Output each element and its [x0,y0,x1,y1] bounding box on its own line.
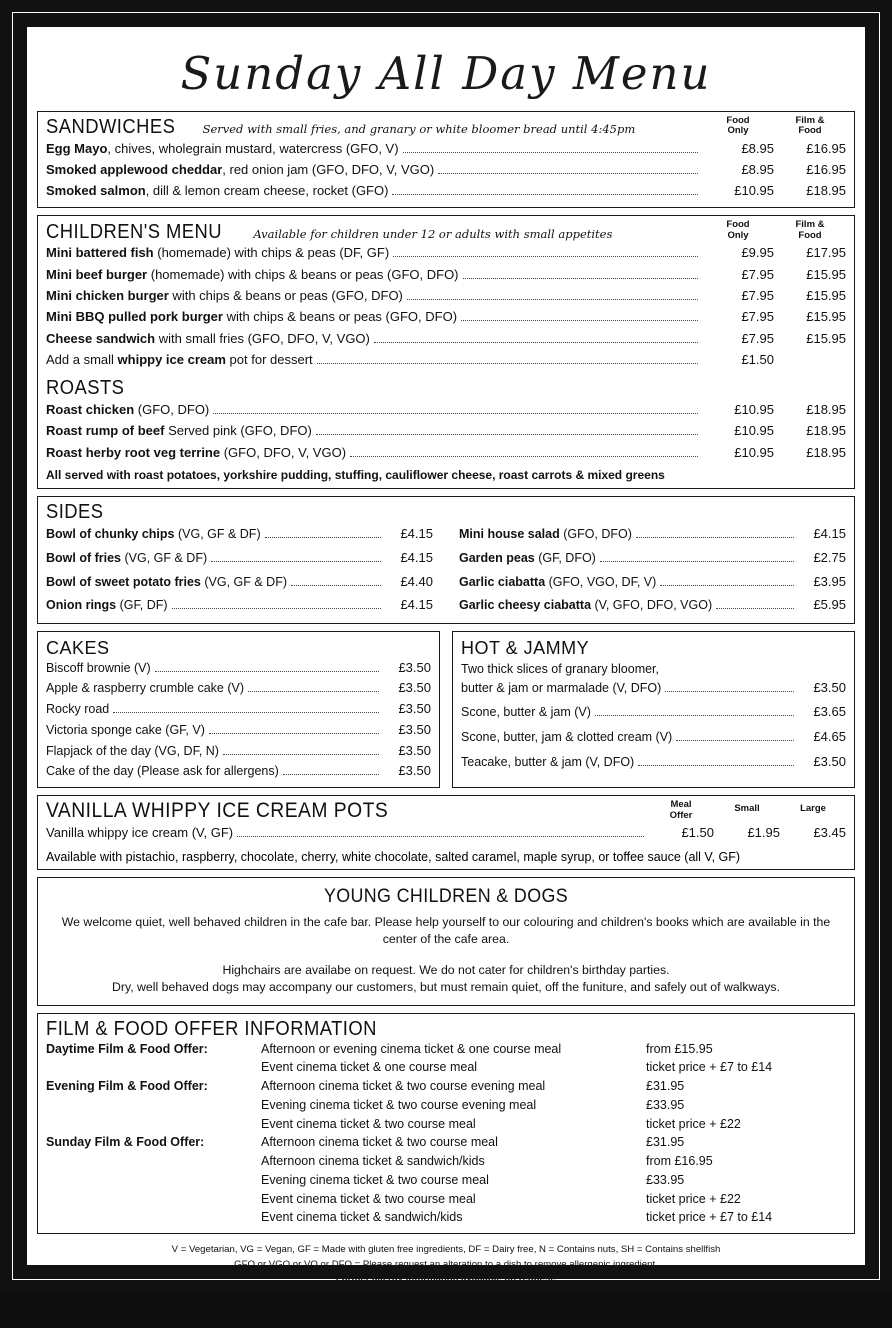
sandwiches-title: SANDWICHES [46,116,176,138]
leader-dots [172,608,381,609]
children-dogs-paragraph-2: Highchairs are availabe on request. We do not cater for children's birthday parties. [222,962,670,977]
menu-item-row [46,138,846,159]
leader-dots [265,537,381,538]
film-food-title: FILM & FOOD OFFER INFORMATION [46,1017,377,1040]
col-meal-offer-line1: Meal [670,799,692,811]
price-food-only: £10.95 [734,183,774,199]
item-name: Garlic cheesy ciabatta [459,598,592,613]
children-dogs-title: YOUNG CHILDREN & DOGS [323,885,569,907]
menu-item-row [459,570,846,594]
item-name: Mini house salad [459,527,560,542]
offer-price: ticket price + £22 [646,1116,741,1131]
price-food-only: £9.95 [741,245,774,261]
price-film-food: £18.95 [806,183,846,199]
leader-dots [461,320,698,321]
price: £4.15 [400,526,433,542]
item-name: butter & jam or marmalade (V, DFO) [461,680,662,695]
item-name: Bowl of fries [46,550,122,565]
hotjammy-lead: Two thick slices of granary bloomer, [461,661,659,676]
price-food-only: £8.95 [741,161,774,177]
menu-item-row [46,546,433,570]
item-name: Biscoff brownie (V) [46,660,151,675]
price: £4.40 [400,573,433,589]
item-desc: (GFO, DFO, V, VGO) [220,444,347,460]
col-film-food-line2: Food [798,229,822,241]
offer-row [46,1171,846,1190]
col-meal-offer-line2: Offer [669,809,693,821]
menu-item-row [459,546,846,570]
section-cakes-hotjammy [37,631,855,789]
item-desc: (VG, GF & DF) [200,574,287,589]
menu-item-row [46,159,846,180]
item-name: Mini chicken burger [46,288,169,304]
sides-header [46,501,846,523]
price: £3.50 [813,679,846,695]
page-title: Sunday All Day Menu [180,47,712,100]
leader-dots [660,585,794,586]
menu-item-row [461,678,846,699]
price: £3.50 [398,701,431,717]
section-childrens-and-roasts [37,215,855,488]
childrens-note: Available for children under 12 or adults with small appetites [253,226,613,241]
price-food-only: £10.95 [734,444,774,460]
price-food-only: £7.95 [741,266,774,282]
col-food-only-line1: Food [726,219,750,231]
item-name: Rocky road [46,702,110,717]
item-name: Teacake, butter & jam (V, DFO) [461,754,635,769]
menu-item-row [461,723,846,748]
price-film-food: £18.95 [806,401,846,417]
price: £3.65 [813,704,846,720]
price-food-only: £10.95 [734,401,774,417]
price: £4.15 [400,549,433,565]
item-name: Apple & raspberry crumble cake (V) [46,681,244,696]
col-food-only-line1: Food [726,114,750,126]
legend-line-1: V = Vegetarian, VG = Vegan, GF = Made with gluten free ingredients, DF = Dairy free, N = Contains nuts, SH = Contains shellfish [171,1244,721,1256]
item-name: Bowl of sweet potato fries [46,574,201,589]
sides-right-column [459,523,846,618]
col-small: Small [734,803,760,815]
children-dogs-paragraph-3: Dry, well behaved dogs may accompany our customers, but must remain quiet, off the funiture, and safely out of walkways. [111,980,780,995]
icecream-column-headers [648,800,846,822]
item-name: Roast herby root veg terrine [46,444,221,460]
menu-item-row [46,399,846,420]
offer-label [46,1208,261,1227]
price-film-food: £15.95 [806,288,846,304]
offer-label: Sunday Film & Food Offer: [46,1135,205,1150]
children-dogs-paragraph-1: We welcome quiet, well behaved children in the cafe bar. Please help yourself to our colouring and children's books which are available in the center of the cafe area. [61,914,831,947]
item-name: Egg Mayo [46,140,108,156]
item-name: Flapjack of the day (VG, DF, N) [46,743,219,758]
price: £5.95 [813,597,846,613]
hotjammy-header [461,636,846,658]
item-desc: , dill & lemon cream cheese, rocket (GFO) [145,183,389,199]
cakes-items [46,658,431,783]
item-name: Scone, butter, jam & clotted cream (V) [461,730,673,745]
icecream-footnote: Available with pistachio, raspberry, chocolate, cherry, white chocolate, salted caramel, maple syrup, or toffee sauce (all V, GF) [46,849,741,864]
leader-dots [636,537,794,538]
menu-item-row [46,658,431,679]
menu-item-row [46,570,433,594]
price-large: £3.45 [813,824,846,840]
leader-dots [463,278,698,279]
leader-dots [595,715,794,716]
menu-item-row [46,264,846,285]
price-food-only: £7.95 [741,330,774,346]
leader-dots [665,691,794,692]
childrens-title: CHILDREN'S MENU [46,220,223,243]
offer-price: from £16.95 [646,1154,713,1169]
menu-item-row [46,350,846,371]
leader-dots [213,413,698,414]
item-name: Victoria sponge cake (GF, V) [46,722,205,737]
offer-price: £31.95 [646,1079,685,1094]
item-desc: with chips & beans or peas (GFO, DFO) [168,288,403,304]
item-prefix: Add a small [46,352,118,368]
offer-row [46,1133,846,1152]
item-desc: (homemade) with chips & beans or peas (GFO, DFO) [147,266,459,282]
item-name: Mini battered fish [46,245,154,261]
price-food-only: £10.95 [734,423,774,439]
offer-row [46,1096,846,1115]
item-name: Roast rump of beef [46,423,165,439]
offer-row [46,1077,846,1096]
price-food-only: £7.95 [741,288,774,304]
offer-desc: Evening cinema ticket & two course evening meal [261,1097,537,1112]
offer-price: £33.95 [646,1172,685,1187]
col-food-only-line2: Only [727,229,749,241]
hotjammy-items [461,678,846,773]
menu-page [27,27,865,1325]
menu-item-row [461,748,846,773]
leader-dots [438,173,698,174]
cakes-header [46,636,431,658]
item-name: Mini BBQ pulled pork burger [46,309,223,325]
leader-dots [291,585,381,586]
offer-desc: Event cinema ticket & sandwich/kids [261,1210,463,1225]
price: £3.50 [398,659,431,675]
price: £4.15 [400,597,433,613]
offer-price: £31.95 [646,1135,685,1150]
price-film-food: £16.95 [806,140,846,156]
col-film-food-line1: Film & [795,114,825,126]
section-icecream [37,795,855,870]
item-desc: , red onion jam (GFO, DFO, V, VGO) [222,161,435,177]
film-food-header [46,1018,846,1040]
price-food-only: £1.50 [741,352,774,368]
item-name: Mini beef burger [46,266,148,282]
price-food-only: £7.95 [741,309,774,325]
price: £3.50 [813,753,846,769]
item-desc: (GFO, DFO) [559,527,632,542]
legend-line-2: GFO or VGO or VO or DFO = Please request an alteration to a dish to remove allergenic ingredient. [234,1258,658,1270]
price-film-food: £15.95 [806,309,846,325]
leader-dots [638,765,794,766]
item-name: Scone, butter & jam (V) [461,705,591,720]
leader-dots [407,299,698,300]
sides-title: SIDES [46,500,104,523]
leader-dots [392,194,698,195]
offer-desc: Afternoon cinema ticket & sandwich/kids [261,1154,485,1169]
leader-dots [248,691,379,692]
leader-dots [393,256,698,257]
menu-item-row [46,442,846,463]
offer-label [46,1096,261,1115]
offer-row [46,1208,846,1227]
roasts-header [46,377,846,399]
item-name: Garlic ciabatta [459,574,546,589]
item-name: Garden peas [459,550,535,565]
price-food-only: £8.95 [741,140,774,156]
roasts-title: ROASTS [46,377,125,400]
menu-item-row [46,720,431,741]
legend-line-5: However, while we do our best to reduce the risk of cross-contamination in our restaurant, we CANNOT guarantee that any of our dishes are free from allergens & therefore cannot accept [67,1301,825,1312]
item-name: Onion rings [46,598,117,613]
offer-row [46,1115,846,1134]
section-sides [37,496,855,624]
item-desc: with small fries (GFO, DFO, V, VGO) [155,330,370,346]
offer-label [46,1115,261,1134]
offer-label: Daytime Film & Food Offer: [46,1041,208,1056]
leader-dots [716,608,794,609]
sandwiches-column-headers [702,116,846,138]
leader-dots [113,712,379,713]
roasts-items [46,399,846,463]
menu-item-row [459,523,846,547]
sandwiches-items [46,138,846,202]
item-desc: (GFO, DFO) [134,401,210,417]
leader-dots [676,740,794,741]
offer-price: ticket price + £22 [646,1191,741,1206]
leader-dots [283,774,379,775]
offer-desc: Event cinema ticket & two course meal [261,1116,476,1131]
item-name: Cake of the day (Please ask for allergens) [46,764,279,779]
offer-label [46,1171,261,1190]
offer-desc: Afternoon cinema ticket & two course evening meal [261,1079,546,1094]
price: £4.15 [813,526,846,542]
hotjammy-title: HOT & JAMMY [461,637,590,658]
menu-item-row [46,741,431,762]
offer-label [46,1058,261,1077]
offer-row [46,1190,846,1209]
menu-item-row [46,307,846,328]
price-film-food: £15.95 [806,266,846,282]
item-desc: (V, GFO, DFO, VGO) [591,598,713,613]
item-name: Roast chicken [46,401,135,417]
offer-desc: Afternoon or evening cinema ticket & one course meal [261,1041,562,1056]
offer-label [46,1190,261,1209]
menu-item-row [46,421,846,442]
menu-item-row [46,594,433,618]
item-desc: pot for dessert [225,352,313,368]
col-film-food-line1: Film & [795,219,825,231]
leader-dots [237,836,644,837]
price: £3.95 [813,573,846,589]
sandwiches-note: Served with small fries, and granary or white bloomer bread until 4:45pm [202,122,636,136]
col-large: Large [800,803,826,815]
menu-item-row [46,243,846,264]
childrens-header [46,220,846,242]
price-film-food: £18.95 [806,444,846,460]
item-desc: (GFO, VGO, DF, V) [545,574,657,589]
offer-price: £33.95 [646,1097,685,1112]
col-food-only-line2: Only [727,125,749,137]
offer-desc: Event cinema ticket & two course meal [261,1191,476,1206]
item-desc: (GF, DF) [116,598,168,613]
leader-dots [403,152,698,153]
section-hot-and-jammy [452,631,855,789]
price-film-food: £15.95 [806,330,846,346]
offer-label: Evening Film & Food Offer: [46,1079,208,1094]
leader-dots [209,733,379,734]
item-name: whippy ice cream [117,352,226,368]
offer-desc: Event cinema ticket & one course meal [261,1060,478,1075]
menu-item-row [46,181,846,202]
icecream-title: VANILLA WHIPPY ICE CREAM POTS [46,799,389,823]
menu-item-row [459,594,846,618]
childrens-items [46,243,846,372]
offer-row [46,1152,846,1171]
menu-item-row [46,286,846,307]
item-name: Smoked salmon [46,183,146,199]
offer-desc: Afternoon cinema ticket & two course meal [261,1135,498,1150]
legend-line-6: any liability in this respect. Guests with severe allergies are advised to assess their own level of risk & consume dishes at their own risk. [170,1314,722,1325]
offer-row [46,1058,846,1077]
allergen-legend [37,1241,855,1328]
price-film-food: £17.95 [806,245,846,261]
offer-price: from £15.95 [646,1041,713,1056]
leader-dots [374,342,698,343]
offer-desc: Evening cinema ticket & two course meal [261,1172,489,1187]
price-film-food: £18.95 [806,423,846,439]
price: £2.75 [813,549,846,565]
price: £3.50 [398,721,431,737]
section-sandwiches [37,111,855,209]
item-desc: with chips & beans or peas (GFO, DFO) [222,309,458,325]
section-cakes [37,631,440,789]
offer-price: ticket price + £7 to £14 [646,1210,773,1225]
menu-item-row [461,698,846,723]
item-name: Smoked applewood cheddar [46,161,223,177]
item-desc: (VG, GF & DF) [121,550,208,565]
item-desc: (GF, DFO) [534,550,596,565]
film-food-rows [46,1040,846,1228]
icecream-header [46,800,846,822]
item-name: Vanilla whippy ice cream (V, GF) [46,824,234,840]
price: £3.50 [398,680,431,696]
leader-dots [211,561,381,562]
section-film-food-offers [37,1013,855,1235]
leader-dots [317,363,698,364]
item-name: Cheese sandwich [46,330,156,346]
leader-dots [316,434,698,435]
legend-line-3: Further allergy information available on request. [335,1272,557,1284]
price: £3.50 [398,742,431,758]
price: £4.65 [813,729,846,745]
childrens-column-headers [702,220,846,242]
offer-label [46,1152,261,1171]
price-small: £1.95 [747,824,780,840]
item-desc: , chives, wholegrain mustard, watercress (GFO, V) [107,140,399,156]
item-desc: (homemade) with chips & peas (DF, GF) [153,245,390,261]
offer-row [46,1040,846,1059]
item-desc: Served pink (GFO, DFO) [164,423,312,439]
menu-item-row [46,678,431,699]
leader-dots [350,456,698,457]
sandwiches-header [46,116,846,138]
price: £3.50 [398,763,431,779]
price-meal-offer: £1.50 [681,824,714,840]
col-film-food-line2: Food [798,125,822,137]
section-children-dogs [37,877,855,1006]
menu-item-row [46,699,431,720]
roasts-footnote: All served with roast potatoes, yorkshire pudding, stuffing, cauliflower cheese, roast carrots & mixed greens [46,467,665,482]
leader-dots [155,671,379,672]
legend-line-4: You should always advise your server of any special dietary requirements, including intolerances & allergies. Where possible, our trained staff will advise you on alternative dishes. [83,1287,809,1298]
price-film-food: £16.95 [806,161,846,177]
item-name: Bowl of chunky chips [46,527,175,542]
item-desc: (VG, GF & DF) [174,527,261,542]
leader-dots [600,561,794,562]
leader-dots [223,754,379,755]
sides-columns [46,523,846,618]
sides-left-column [46,523,433,618]
menu-item-row [46,761,431,782]
spacer [46,949,846,962]
menu-item-row [46,328,846,349]
cakes-title: CAKES [46,637,110,658]
offer-price: ticket price + £7 to £14 [646,1060,773,1075]
menu-item-row [46,523,433,547]
menu-item-row [46,822,846,843]
